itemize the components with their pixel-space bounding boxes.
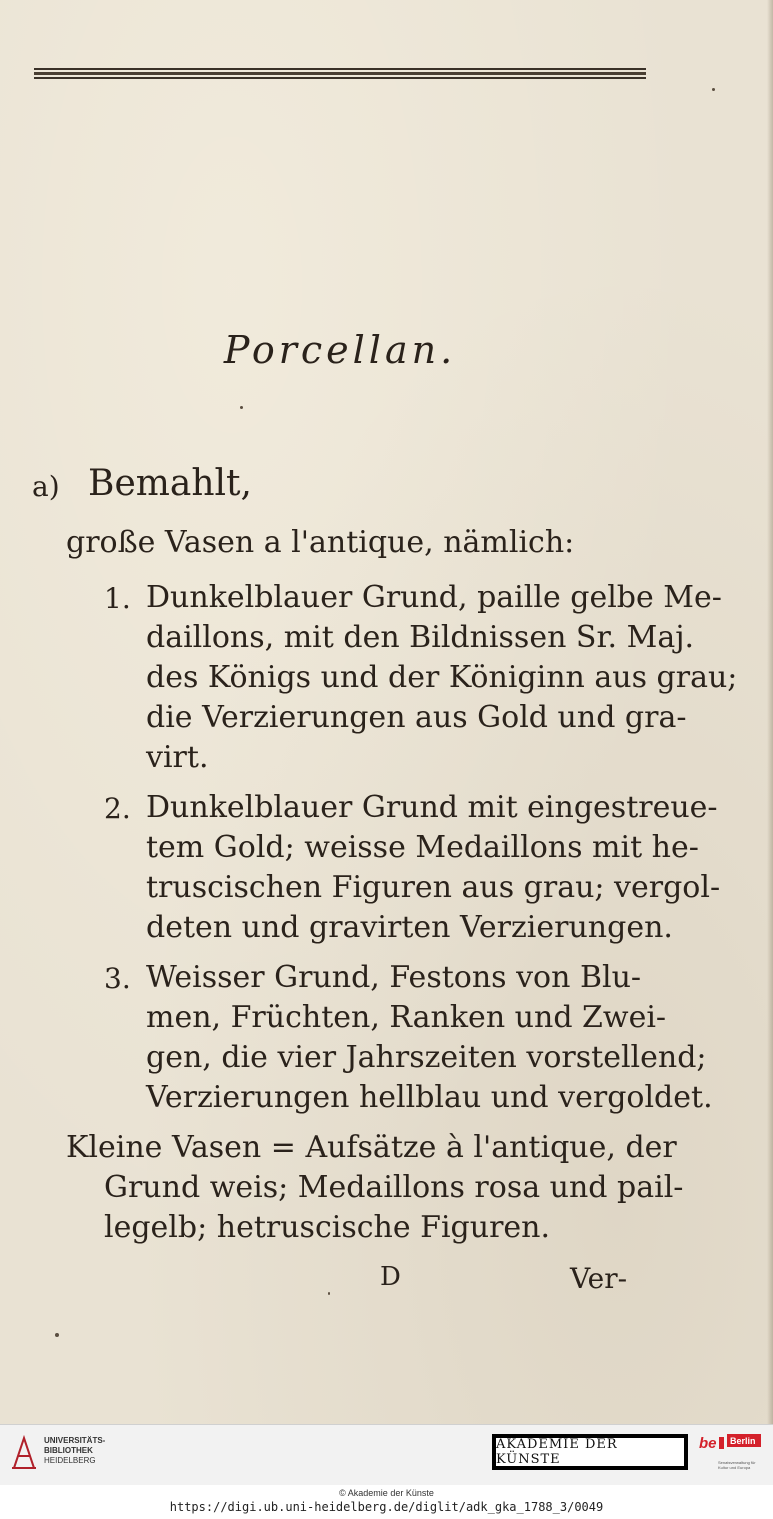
university-library-label (44, 1436, 105, 1466)
page-heading: Porcellan. (223, 328, 457, 372)
akademie-logo[interactable] (492, 1434, 688, 1470)
library-line: BIBLIOTHEK (44, 1446, 93, 1455)
item-line: Weisser Grund, Festons von Blu- (146, 960, 642, 995)
intro-line: große Vasen a l'antique, nämlich: (66, 525, 575, 560)
source-url-link[interactable]: https://digi.ub.uni-heidelberg.de/diglit/adk_gka_1788_3/0049 (169, 1500, 604, 1514)
section-title: Bemahlt, (88, 463, 252, 504)
item-line: deten und gravirten Verzierungen. (146, 910, 673, 945)
item-number: 3. (104, 962, 131, 995)
closing-line: Kleine Vasen = Aufsätze à l'antique, der (66, 1130, 677, 1165)
berlin-logo-badge: Berlin (730, 1436, 756, 1446)
library-line: UNIVERSITÄTS- (44, 1436, 106, 1445)
page-edge-shadow (767, 0, 773, 1424)
item-line: Verzierungen hellblau und vergoldet. (146, 1080, 713, 1115)
ornament-rule (34, 66, 646, 80)
item-number: 1. (104, 582, 131, 615)
item-line: gen, die vier Jahrszeiten vorstellend; (146, 1040, 707, 1075)
item-line: daillons, mit den Bildnissen Sr. Maj. (146, 620, 695, 655)
paper-speck (328, 1292, 330, 1295)
copyright-text: © Akademie der Künste (339, 1488, 434, 1498)
item-line: tem Gold; weisse Medaillons mit he- (146, 830, 699, 865)
akademie-label: AKADEMIE DER KÜNSTE (495, 1437, 685, 1467)
section-marker: a) (32, 470, 60, 503)
university-library-logo-icon (10, 1432, 38, 1472)
item-line: virt. (146, 740, 209, 775)
paper-speck (712, 88, 715, 91)
closing-line: legelb; hetruscische Figuren. (104, 1210, 551, 1245)
closing-line: Grund weis; Medaillons rosa und pail- (104, 1170, 684, 1205)
item-line: die Verzierungen aus Gold und gra- (146, 700, 687, 735)
item-line: Dunkelblauer Grund, paille gelbe Me- (146, 580, 722, 615)
library-line: HEIDELBERG (44, 1456, 96, 1465)
berlin-sub-label: Senatsverwaltung für Kultur und Europa (718, 1460, 756, 1470)
signature-mark: D (380, 1262, 401, 1292)
catchword: Ver- (570, 1262, 628, 1295)
paper-speck (240, 406, 243, 409)
item-line: Dunkelblauer Grund mit eingestreue- (146, 790, 718, 825)
item-line: truscischen Figuren aus grau; vergol- (146, 870, 721, 905)
berlin-logo-text: be (699, 1435, 717, 1452)
paper-speck (55, 1333, 59, 1337)
item-number: 2. (104, 792, 131, 825)
item-line: men, Früchten, Ranken und Zwei- (146, 1000, 667, 1035)
item-line: des Königs und der Königinn aus grau; (146, 660, 738, 695)
